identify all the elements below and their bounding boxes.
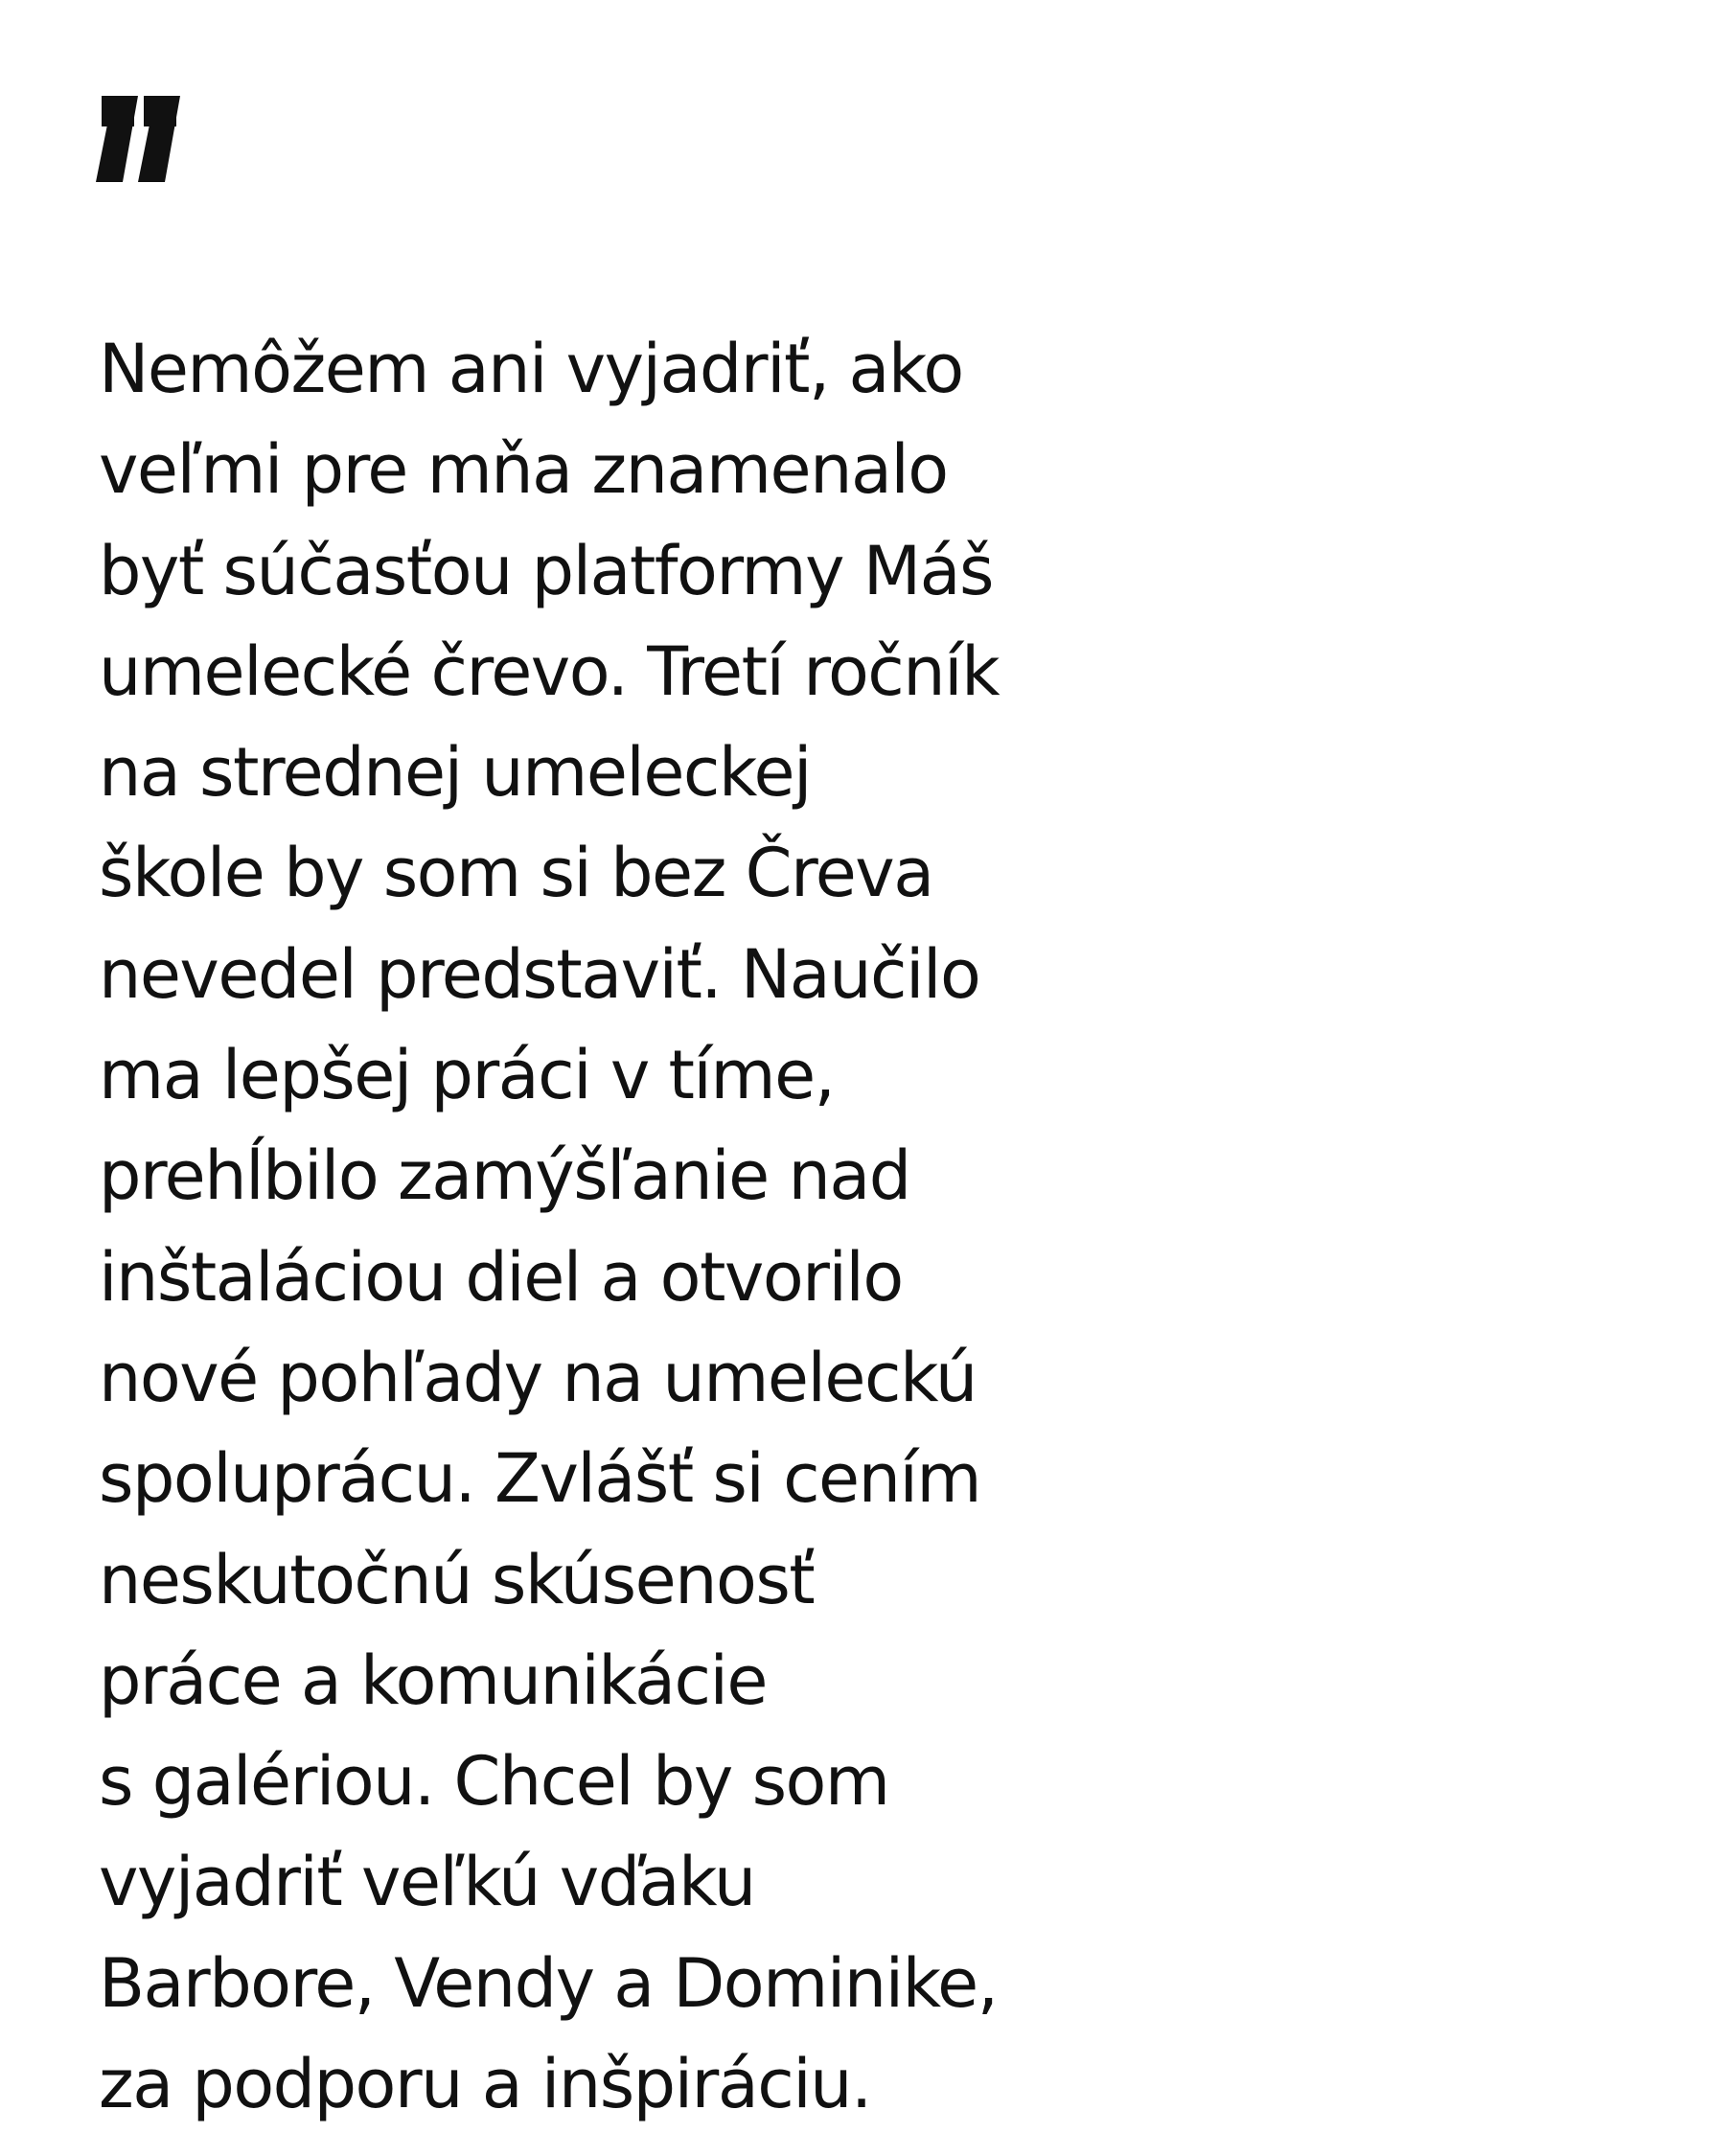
quote-line: veľmi pre mňa znamenalo — [99, 430, 948, 510]
quote-line: na strednej umeleckej — [99, 733, 811, 813]
quote-line: neskutočnú skúsenosť — [99, 1540, 815, 1619]
quote-line: Barbore, Vendy a Dominike, — [99, 1943, 998, 2023]
quote-line: vyjadriť veľkú vďaku — [99, 1843, 755, 1922]
quote-line: umelecké črevo. Tretí ročník — [99, 631, 1000, 711]
quote-line: nové pohľady na umeleckú — [99, 1338, 977, 1417]
quote-line: nevedel predstaviť. Naučilo — [99, 934, 980, 1014]
testimonial-quote — [99, 319, 1249, 2135]
quote-line: za podporu a inšpiráciu. — [99, 2045, 871, 2124]
quote-line: prehĺbilo zamýšľanie nad — [99, 1136, 910, 1216]
quote-line: s galériou. Chcel by som — [99, 1742, 889, 1822]
quote-line: byť súčasťou platformy Máš — [99, 531, 994, 610]
quote-line: spoluprácu. Zvlášť si cením — [99, 1439, 981, 1519]
quote-line: škole by som si bez Čreva — [99, 834, 933, 913]
quote-line: práce a komunikácie — [99, 1640, 767, 1720]
quote-line: inštaláciou diel a otvorilo — [99, 1237, 903, 1317]
quotation-mark-icon — [96, 96, 188, 182]
quote-line: Nemôžem ani vyjadriť, ako — [99, 330, 963, 408]
quote-line: ma lepšej práci v tíme, — [99, 1036, 835, 1115]
